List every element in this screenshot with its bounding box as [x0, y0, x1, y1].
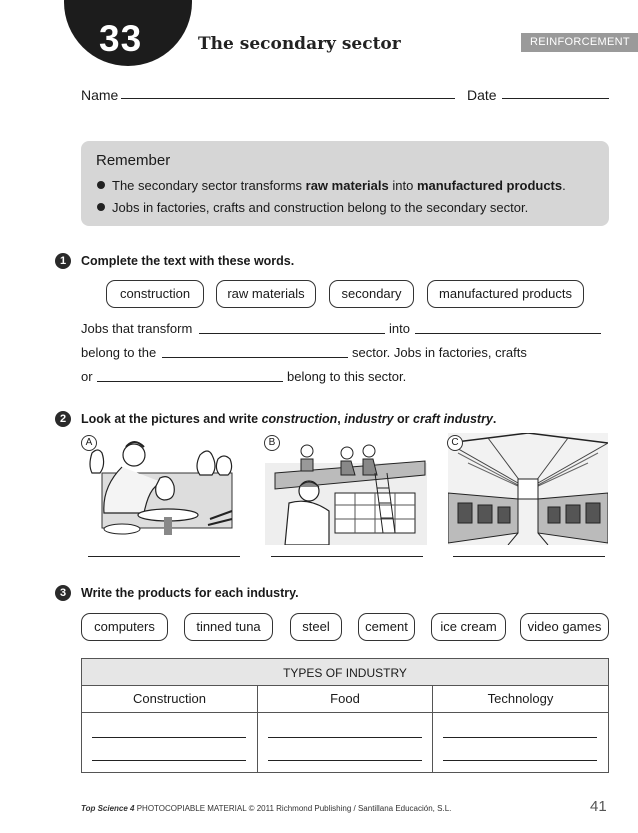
text-line-2b: sector. Jobs in factories, crafts: [352, 345, 527, 360]
blank-1[interactable]: [199, 333, 385, 334]
construction-workers-illustration: [265, 433, 427, 545]
text-line-1a: Jobs that transform: [81, 321, 193, 336]
page-number: 41: [590, 798, 607, 815]
date-label: Date: [467, 87, 497, 103]
column-construction: Construction: [133, 691, 206, 706]
picture-letter-a: A: [81, 435, 97, 451]
remember-bullet-2: Jobs in factories, crafts and construction belong to the secondary sector.: [97, 200, 528, 215]
answer-line-construction-2[interactable]: [92, 760, 246, 761]
column-food: Food: [330, 691, 360, 706]
remember-bullet-1: The secondary sector transforms raw materials into manufactured products.: [97, 178, 566, 193]
reinforcement-tag: REINFORCEMENT: [521, 33, 638, 52]
picture-letter-b: B: [264, 435, 280, 451]
column-technology: Technology: [487, 691, 554, 706]
word-box: construction: [106, 280, 204, 308]
word-box: ice cream: [431, 613, 506, 641]
table-divider: [82, 712, 608, 713]
word-box: steel: [290, 613, 342, 641]
word-box: tinned tuna: [184, 613, 273, 641]
word-box: cement: [358, 613, 415, 641]
remember-title: Remember: [96, 152, 171, 169]
picture-letter-c: C: [447, 435, 463, 451]
word-box: video games: [520, 613, 609, 641]
answer-line-technology-2[interactable]: [443, 760, 597, 761]
word-box: raw materials: [216, 280, 316, 308]
table-heading: TYPES OF INDUSTRY: [283, 666, 407, 680]
exercise-2-number: 2: [55, 411, 71, 427]
name-field[interactable]: [121, 98, 455, 99]
text-line-3a: or: [81, 369, 93, 384]
name-label: Name: [81, 87, 119, 103]
text-line-3b: belong to this sector.: [287, 369, 407, 384]
potter-at-wheel-illustration: [82, 433, 242, 545]
answer-line-construction-1[interactable]: [92, 737, 246, 738]
answer-line-a[interactable]: [88, 556, 240, 557]
word-box: manufactured products: [427, 280, 584, 308]
footer-copyright: Top Science 4 PHOTOCOPIABLE MATERIAL © 2011 Richmond Publishing / Santillana Educación, S.L.: [81, 804, 452, 813]
answer-line-c[interactable]: [453, 556, 605, 557]
page-title: The secondary sector: [198, 34, 401, 54]
exercise-2-instruction: Look at the pictures and write construction, industry or craft industry.: [81, 412, 497, 426]
exercise-3-instruction: Write the products for each industry.: [81, 586, 299, 600]
exercise-3-number: 3: [55, 585, 71, 601]
blank-3[interactable]: [162, 357, 348, 358]
text-line-2a: belong to the: [81, 345, 157, 360]
text-line-1b: into: [389, 321, 410, 336]
answer-line-b[interactable]: [271, 556, 423, 557]
bullet-icon: [97, 181, 105, 189]
word-box: secondary: [329, 280, 414, 308]
date-field[interactable]: [502, 98, 609, 99]
unit-number: 33: [99, 18, 143, 59]
blank-2[interactable]: [415, 333, 601, 334]
blank-4[interactable]: [97, 381, 283, 382]
factory-interior-illustration: [448, 433, 608, 545]
answer-line-food-1[interactable]: [268, 737, 422, 738]
word-box: computers: [81, 613, 168, 641]
answer-line-food-2[interactable]: [268, 760, 422, 761]
exercise-1-number: 1: [55, 253, 71, 269]
answer-line-technology-1[interactable]: [443, 737, 597, 738]
bullet-icon: [97, 203, 105, 211]
exercise-1-instruction: Complete the text with these words.: [81, 254, 295, 268]
